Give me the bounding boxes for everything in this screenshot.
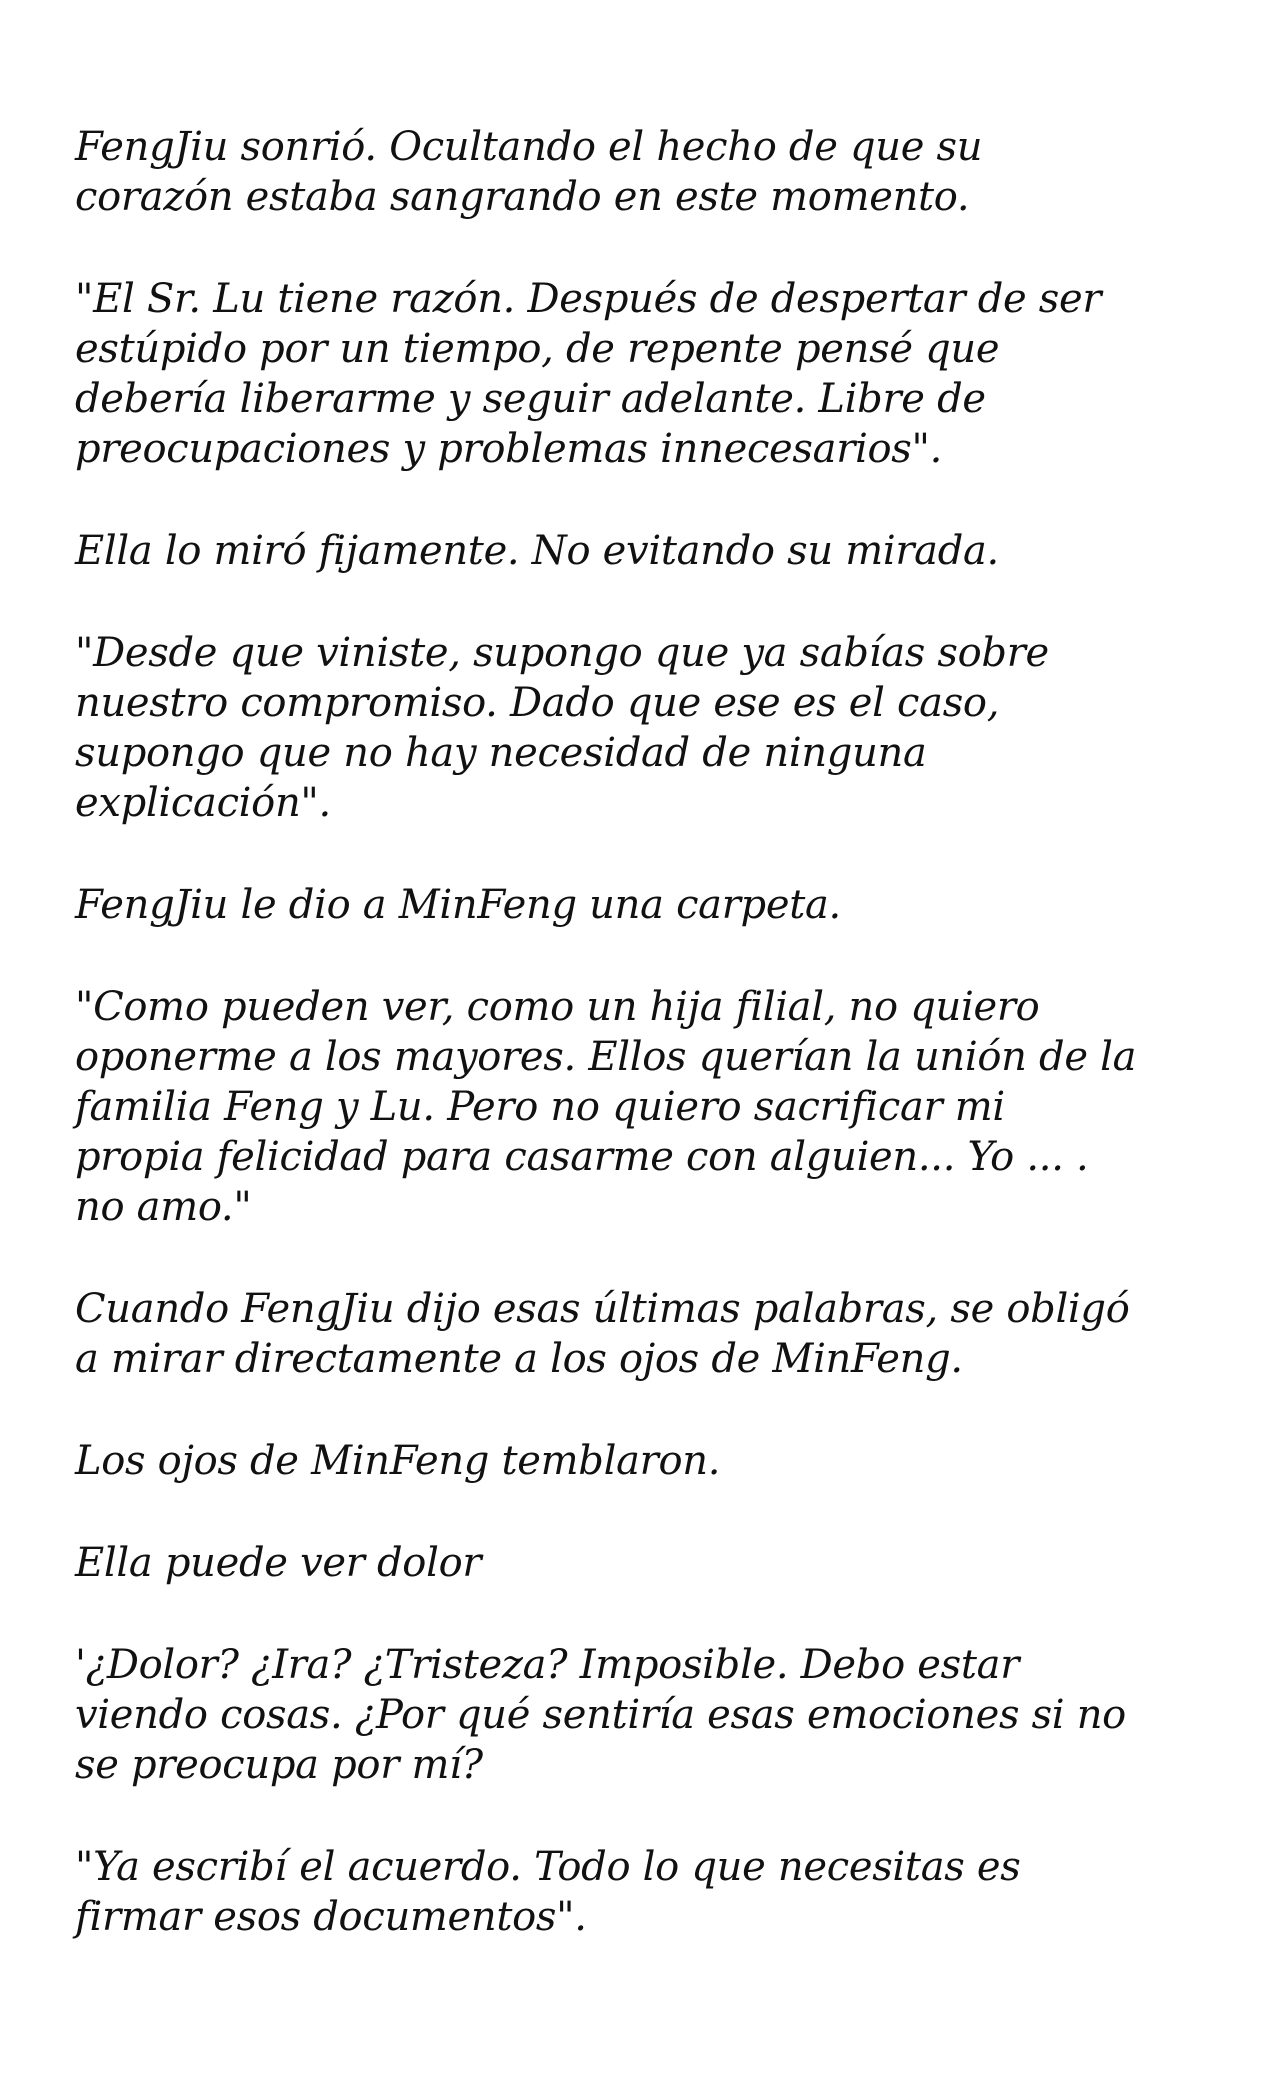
text-line: estúpido por un tiempo, de repente pensé que	[75, 326, 1000, 372]
text-line: "Ya escribí el acuerdo. Todo lo que necesitas es	[75, 1844, 1021, 1890]
text-line: supongo que no hay necesidad de ninguna	[75, 730, 927, 776]
text-line: nuestro compromiso. Dado que ese es el caso,	[75, 680, 1000, 726]
text-line: preocupaciones y problemas innecesarios".	[75, 426, 943, 472]
paragraph	[75, 274, 1225, 474]
text-line: "El Sr. Lu tiene razón. Después de despertar de ser	[75, 276, 1102, 322]
text-line: Los ojos de MinFeng temblaron.	[75, 1438, 721, 1484]
paragraph	[75, 1284, 1225, 1384]
text-line: debería liberarme y seguir adelante. Libre de	[75, 376, 986, 422]
paragraph	[75, 1640, 1225, 1790]
text-line: Cuando FengJiu dijo esas últimas palabras, se obligó	[75, 1286, 1130, 1332]
text-line: Ella puede ver dolor	[75, 1540, 482, 1586]
text-line: a mirar directamente a los ojos de MinFeng.	[75, 1336, 963, 1382]
text-line: FengJiu le dio a MinFeng una carpeta.	[75, 882, 841, 928]
text-line: "Desde que viniste, supongo que ya sabías sobre	[75, 630, 1049, 676]
text-line: oponerme a los mayores. Ellos querían la unión de la	[75, 1034, 1137, 1080]
text-line: familia Feng y Lu. Pero no quiero sacrificar mi	[75, 1084, 1005, 1130]
paragraph	[75, 982, 1225, 1232]
text-line: viendo cosas. ¿Por qué sentiría esas emociones si no	[75, 1692, 1126, 1738]
paragraph	[75, 628, 1225, 828]
text-line: se preocupa por mí?	[75, 1742, 483, 1788]
paragraph	[75, 526, 1225, 576]
text-line: propia felicidad para casarme con alguien... Yo ... .	[75, 1134, 1089, 1180]
paragraph	[75, 122, 1225, 222]
text-line: FengJiu sonrió. Ocultando el hecho de que su	[75, 124, 983, 170]
text-line: explicación".	[75, 780, 331, 826]
text-line: corazón estaba sangrando en este momento.	[75, 174, 970, 220]
paragraph	[75, 1842, 1225, 1942]
text-line: '¿Dolor? ¿Ira? ¿Tristeza? Imposible. Debo estar	[75, 1642, 1020, 1688]
text-line: firmar esos documentos".	[75, 1894, 587, 1940]
paragraph	[75, 880, 1225, 930]
text-line: no amo."	[75, 1184, 252, 1230]
text-line: "Como pueden ver, como un hija filial, no quiero	[75, 984, 1040, 1030]
paragraph	[75, 1436, 1225, 1486]
text-line: Ella lo miró fijamente. No evitando su mirada.	[75, 528, 999, 574]
story-text	[75, 122, 1225, 1994]
paragraph	[75, 1538, 1225, 1588]
